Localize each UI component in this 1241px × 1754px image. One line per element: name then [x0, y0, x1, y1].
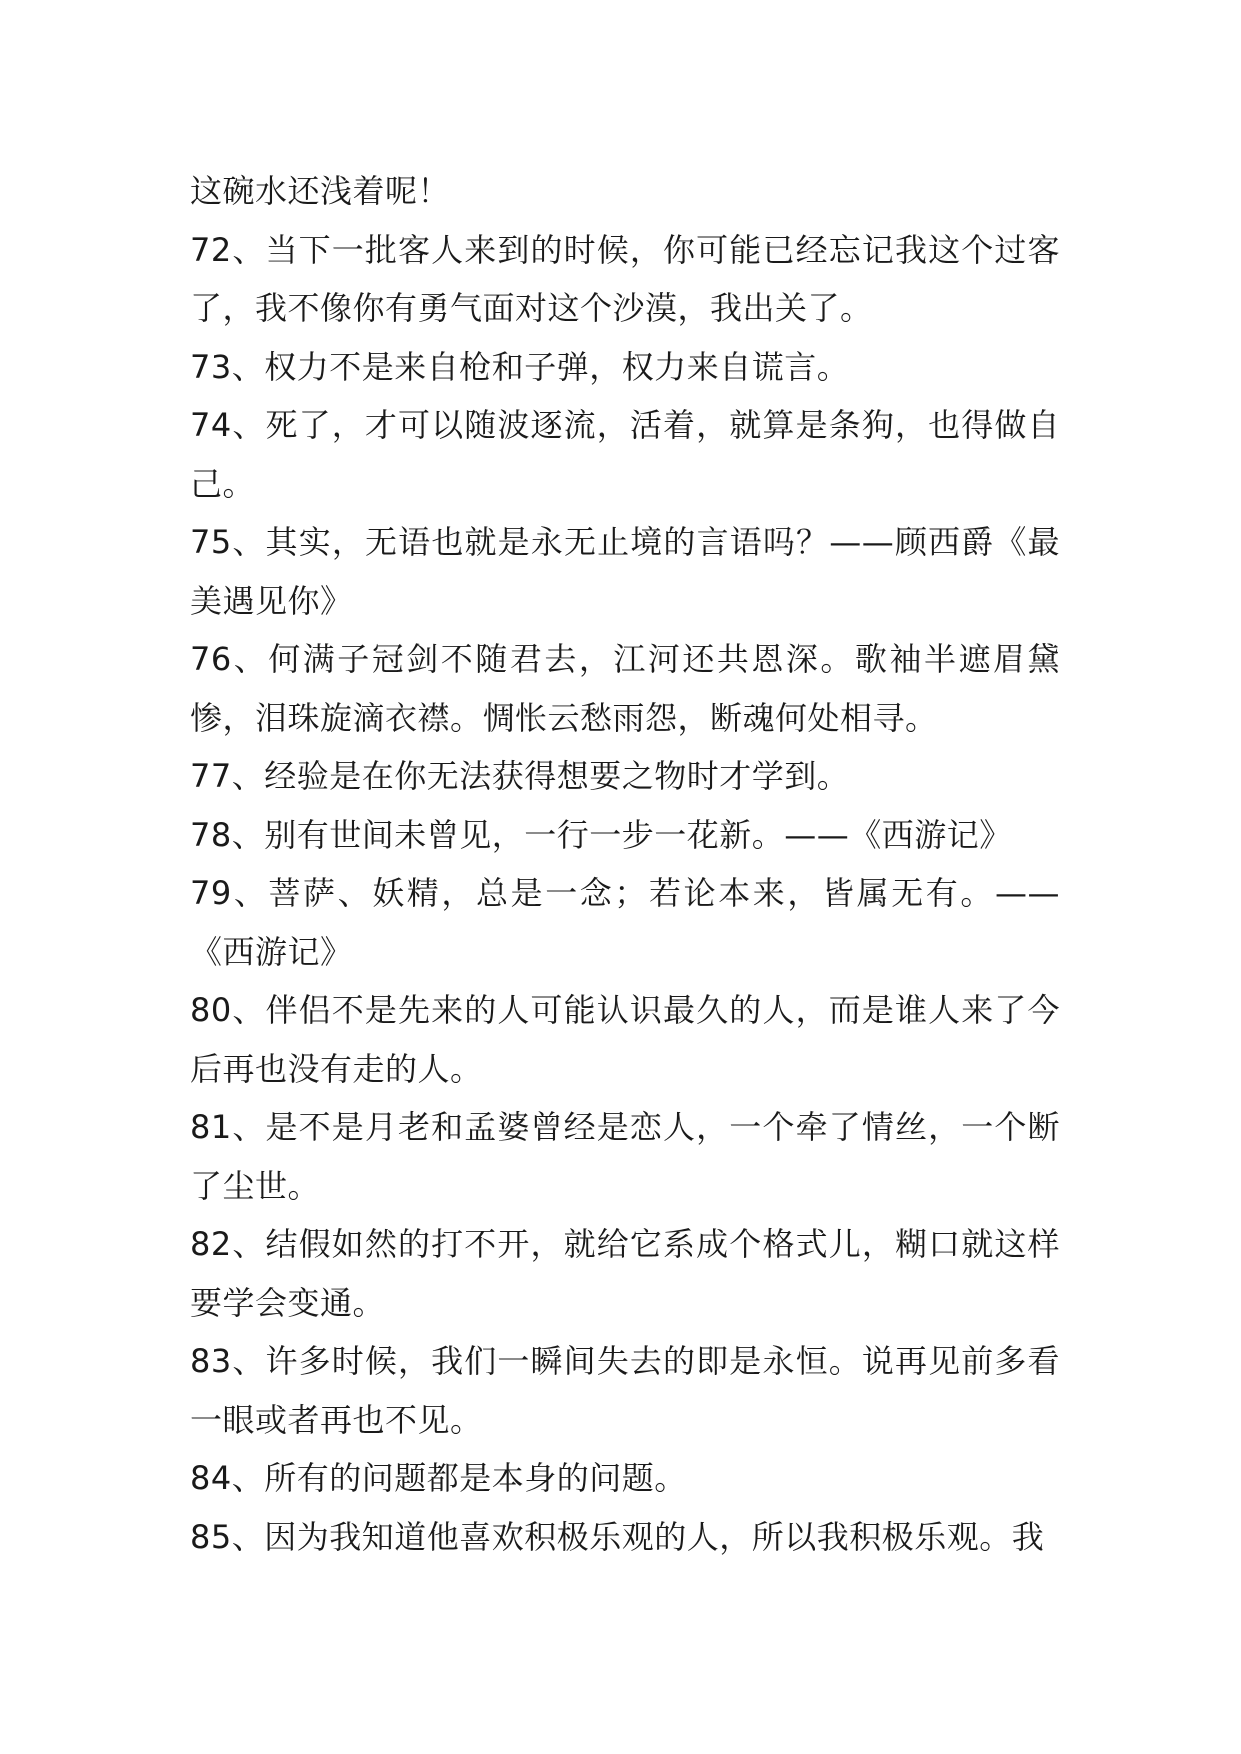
- paragraph: 73、权力不是来自枪和子弹，权力来自谎言。: [190, 347, 850, 386]
- paragraph: 80、伴侣不是先来的人可能认识最久的人，而是谁人来了今后再也没有走的人。: [190, 991, 1060, 1088]
- paragraph: 78、别有世间未曾见，一行一步一花新。——《西游记》: [190, 815, 1012, 854]
- paragraph: 72、当下一批客人来到的时候，你可能已经忘记我这个过客了，我不像你有勇气面对这个沙漠，我出关了。: [190, 230, 1060, 327]
- paragraph: 77、经验是在你无法获得想要之物时才学到。: [190, 757, 850, 795]
- paragraph: 82、结假如然的打不开，就给它系成个格式儿，糊口就这样要学会变通。: [190, 1225, 1060, 1322]
- paragraph: 81、是不是月老和孟婆曾经是恋人，一个牵了情丝，一个断了尘世。: [190, 1108, 1060, 1205]
- paragraph: 84、所有的问题都是本身的问题。: [190, 1459, 687, 1497]
- paragraph: 75、其实，无语也就是永无止境的言语吗？——顾西爵《最美遇见你》: [190, 523, 1060, 620]
- paragraph: 这碗水还浅着呢！: [190, 172, 451, 210]
- paragraph: 79、菩萨、妖精，总是一念；若论本来，皆属无有。——《西游记》: [190, 874, 1060, 971]
- paragraph: 76、何满子冠剑不随君去，江河还共恩深。歌袖半遮眉黛惨，泪珠旋滴衣襟。惆怅云愁雨怨，断魂何处相寻。: [190, 640, 1060, 737]
- document-body: [190, 162, 1060, 1566]
- paragraph: 74、死了，才可以随波逐流，活着，就算是条狗，也得做自己。: [190, 406, 1060, 503]
- paragraph: 83、许多时候，我们一瞬间失去的即是永恒。说再见前多看一眼或者再也不见。: [190, 1342, 1060, 1439]
- paragraph: 85、因为我知道他喜欢积极乐观的人，所以我积极乐观。我: [190, 1517, 1045, 1556]
